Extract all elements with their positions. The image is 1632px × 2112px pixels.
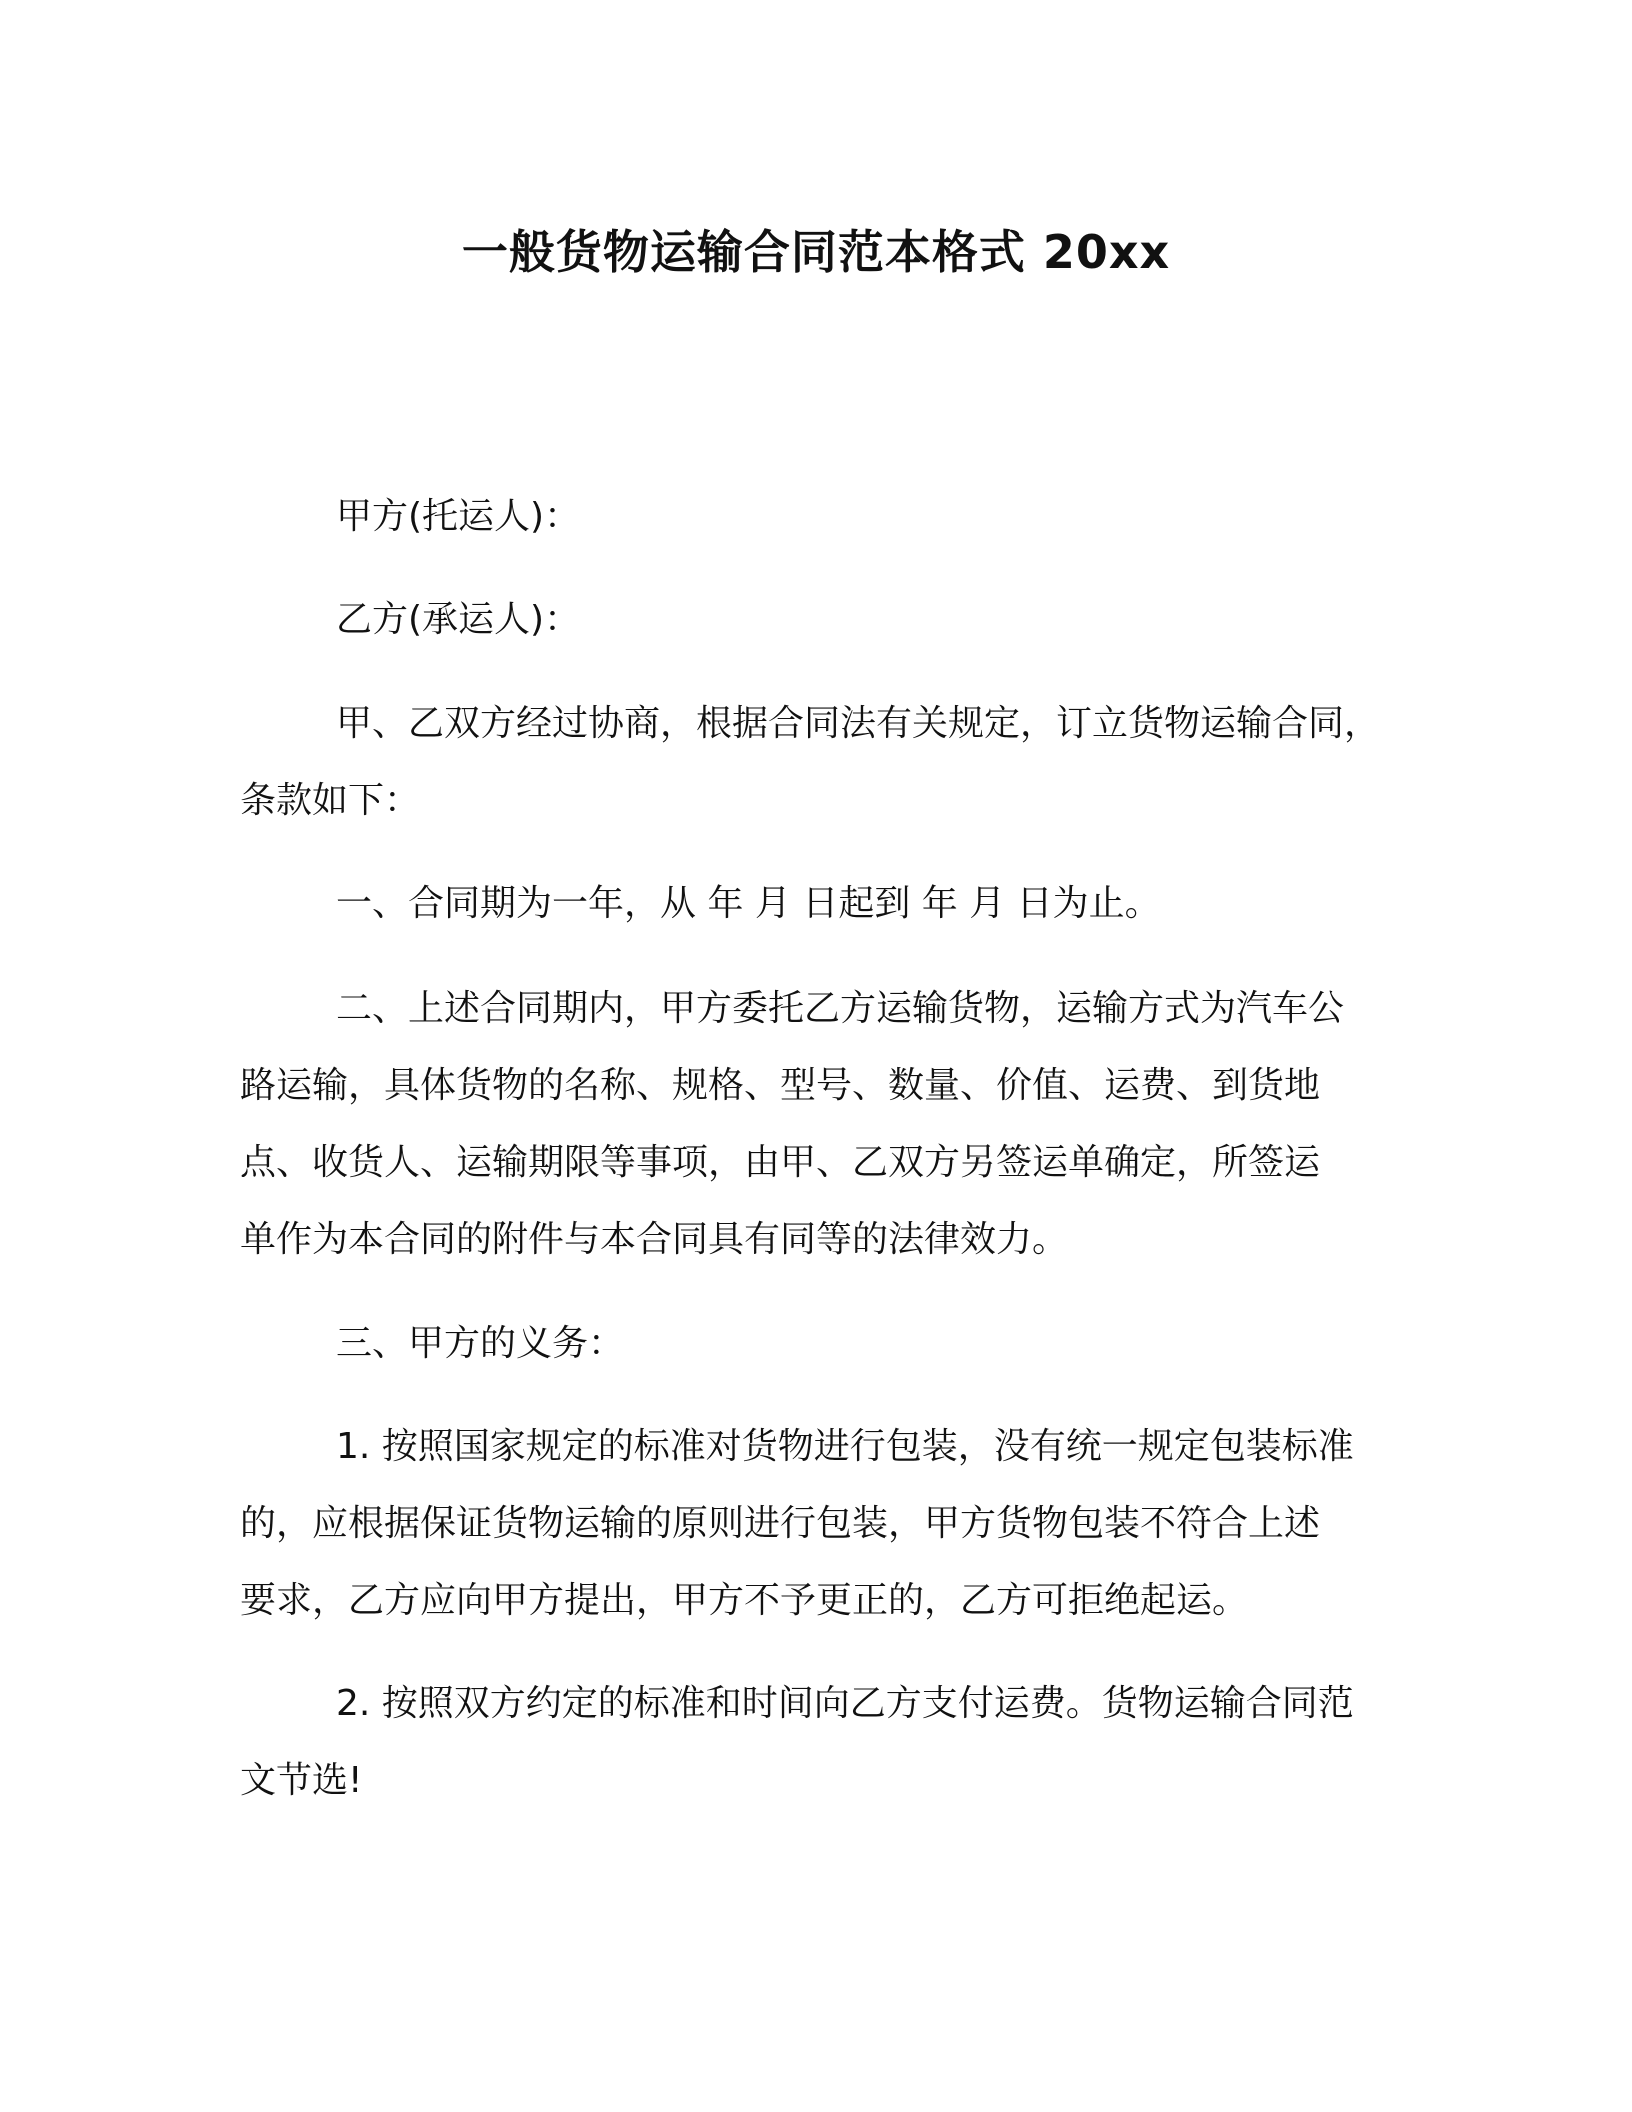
paragraph-line: 文节选! xyxy=(240,1760,363,1801)
document-title: 一般货物运输合同范本格式 20xx xyxy=(461,225,1171,279)
paragraph-line: 点、收货人、运输期限等事项，由甲、乙双方另签运单确定，所签运 xyxy=(240,1142,1321,1183)
paragraph-line: 一、合同期为一年，从 年 月 日起到 年 月 日为止。 xyxy=(336,883,1161,924)
party-a-text: 甲方(托运人)： xyxy=(336,496,581,537)
paragraph-line: 路运输，具体货物的名称、规格、型号、数量、价值、运费、到货地 xyxy=(240,1065,1321,1106)
paragraph-line: 2. 按照双方约定的标准和时间向乙方支付运费。货物运输合同范 xyxy=(336,1683,1354,1724)
paragraph-line: 1. 按照国家规定的标准对货物进行包装，没有统一规定包装标准 xyxy=(336,1426,1354,1467)
party-a-line xyxy=(240,478,1400,555)
intro-paragraph xyxy=(240,685,1400,839)
clause-1-paragraph xyxy=(240,865,1400,942)
paragraph-line: 条款如下： xyxy=(240,780,421,821)
paragraph-line: 的，应根据保证货物运输的原则进行包装，甲方货物包装不符合上述 xyxy=(240,1503,1321,1544)
paragraph-line: 二、上述合同期内，甲方委托乙方运输货物，运输方式为汽车公 xyxy=(336,988,1345,1029)
party-b-text: 乙方(承运人)： xyxy=(336,599,581,640)
paragraph-line: 单作为本合同的附件与本合同具有同等的法律效力。 xyxy=(240,1219,1069,1260)
paragraph-line: 要求，乙方应向甲方提出，甲方不予更正的，乙方可拒绝起运。 xyxy=(240,1580,1249,1621)
clause-3-heading xyxy=(240,1305,1400,1382)
item-1-paragraph xyxy=(240,1408,1400,1639)
paragraph-line: 三、甲方的义务： xyxy=(336,1323,625,1364)
paragraph-line: 甲、乙双方经过协商，根据合同法有关规定，订立货物运输合同， xyxy=(336,703,1381,744)
item-2-paragraph xyxy=(240,1665,1400,1819)
party-b-line xyxy=(240,581,1400,658)
clause-2-paragraph xyxy=(240,970,1400,1278)
